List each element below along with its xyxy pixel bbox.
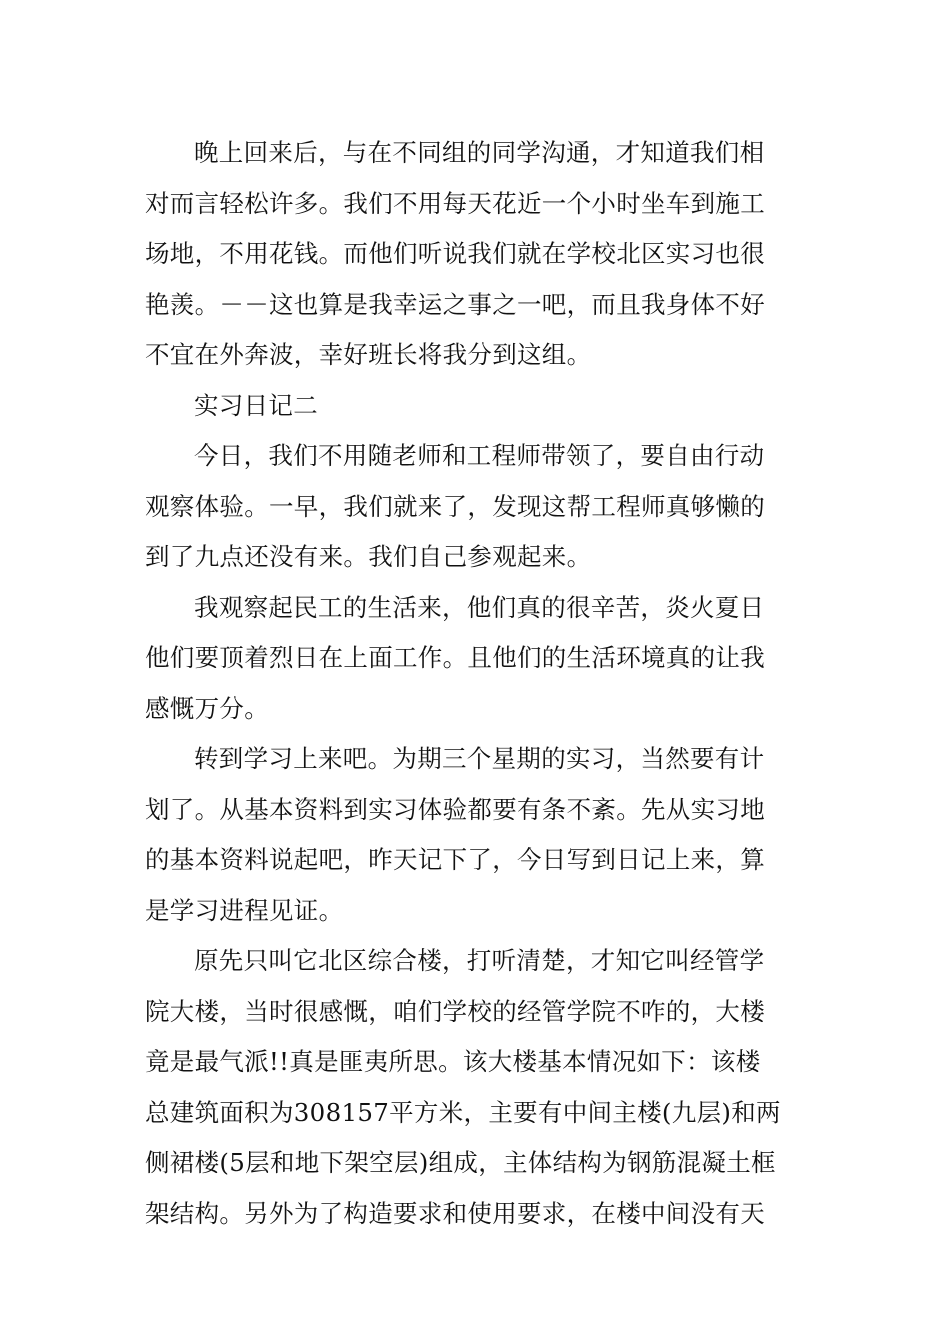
text-line: 我观察起民工的生活来，他们真的很辛苦，炎火夏日	[194, 592, 765, 622]
paragraph-intro-reflection	[145, 128, 807, 381]
text-line: 他们要顶着烈日在上面工作。且他们的生活环境真的让我	[145, 643, 765, 672]
text-line: 观察体验。一早，我们就来了，发现这帮工程师真够懒的	[145, 491, 765, 521]
text-line: 院大楼，当时很感慨，咱们学校的经管学院不咋的，大楼	[145, 996, 765, 1026]
text-line: 竟是最气派!!真是匪夷所思。该大楼基本情况如下：该楼	[145, 1047, 761, 1076]
paragraph-study-plan	[145, 734, 807, 936]
paragraph-workers-life	[145, 583, 807, 735]
text-line: 对而言轻松许多。我们不用每天花近一个小时坐车到施工	[145, 188, 765, 218]
document-body	[145, 128, 807, 1239]
paragraph-free-observation	[145, 431, 807, 583]
text-line: 总建筑面积为308157平方米，主要有中间主楼(九层)和两	[145, 1097, 781, 1127]
text-line: 艳羡。－－这也算是我幸运之事之一吧，而且我身体不好	[145, 289, 765, 319]
paragraph-building-info	[145, 936, 807, 1239]
text-line: 原先只叫它北区综合楼，打听清楚，才知它叫经管学	[194, 946, 765, 975]
text-line: 不宜在外奔波，幸好班长将我分到这组。	[145, 340, 592, 369]
text-line: 架结构。另外为了构造要求和使用要求，在楼中间没有天	[145, 1198, 765, 1228]
text-line: 到了九点还没有来。我们自己参观起来。	[145, 542, 592, 571]
text-line: 今日，我们不用随老师和工程师带领了，要自由行动	[194, 441, 765, 470]
text-line: 晚上回来后，与在不同组的同学沟通，才知道我们相	[194, 138, 765, 167]
heading-text: 实习日记二	[194, 390, 318, 420]
section-heading	[145, 381, 807, 432]
text-line: 是学习进程见证。	[145, 895, 344, 925]
text-line: 转到学习上来吧。为期三个星期的实习，当然要有计	[194, 744, 765, 773]
text-line: 侧裙楼(5层和地下架空层)组成，主体结构为钢筋混凝土框	[145, 1148, 776, 1177]
text-line: 场地，不用花钱。而他们听说我们就在学校北区实习也很	[145, 239, 765, 268]
text-line: 的基本资料说起吧，昨天记下了，今日写到日记上来，算	[145, 845, 765, 874]
text-line: 划了。从基本资料到实习体验都要有条不紊。先从实习地	[145, 794, 765, 824]
text-line: 感慨万分。	[145, 693, 269, 723]
